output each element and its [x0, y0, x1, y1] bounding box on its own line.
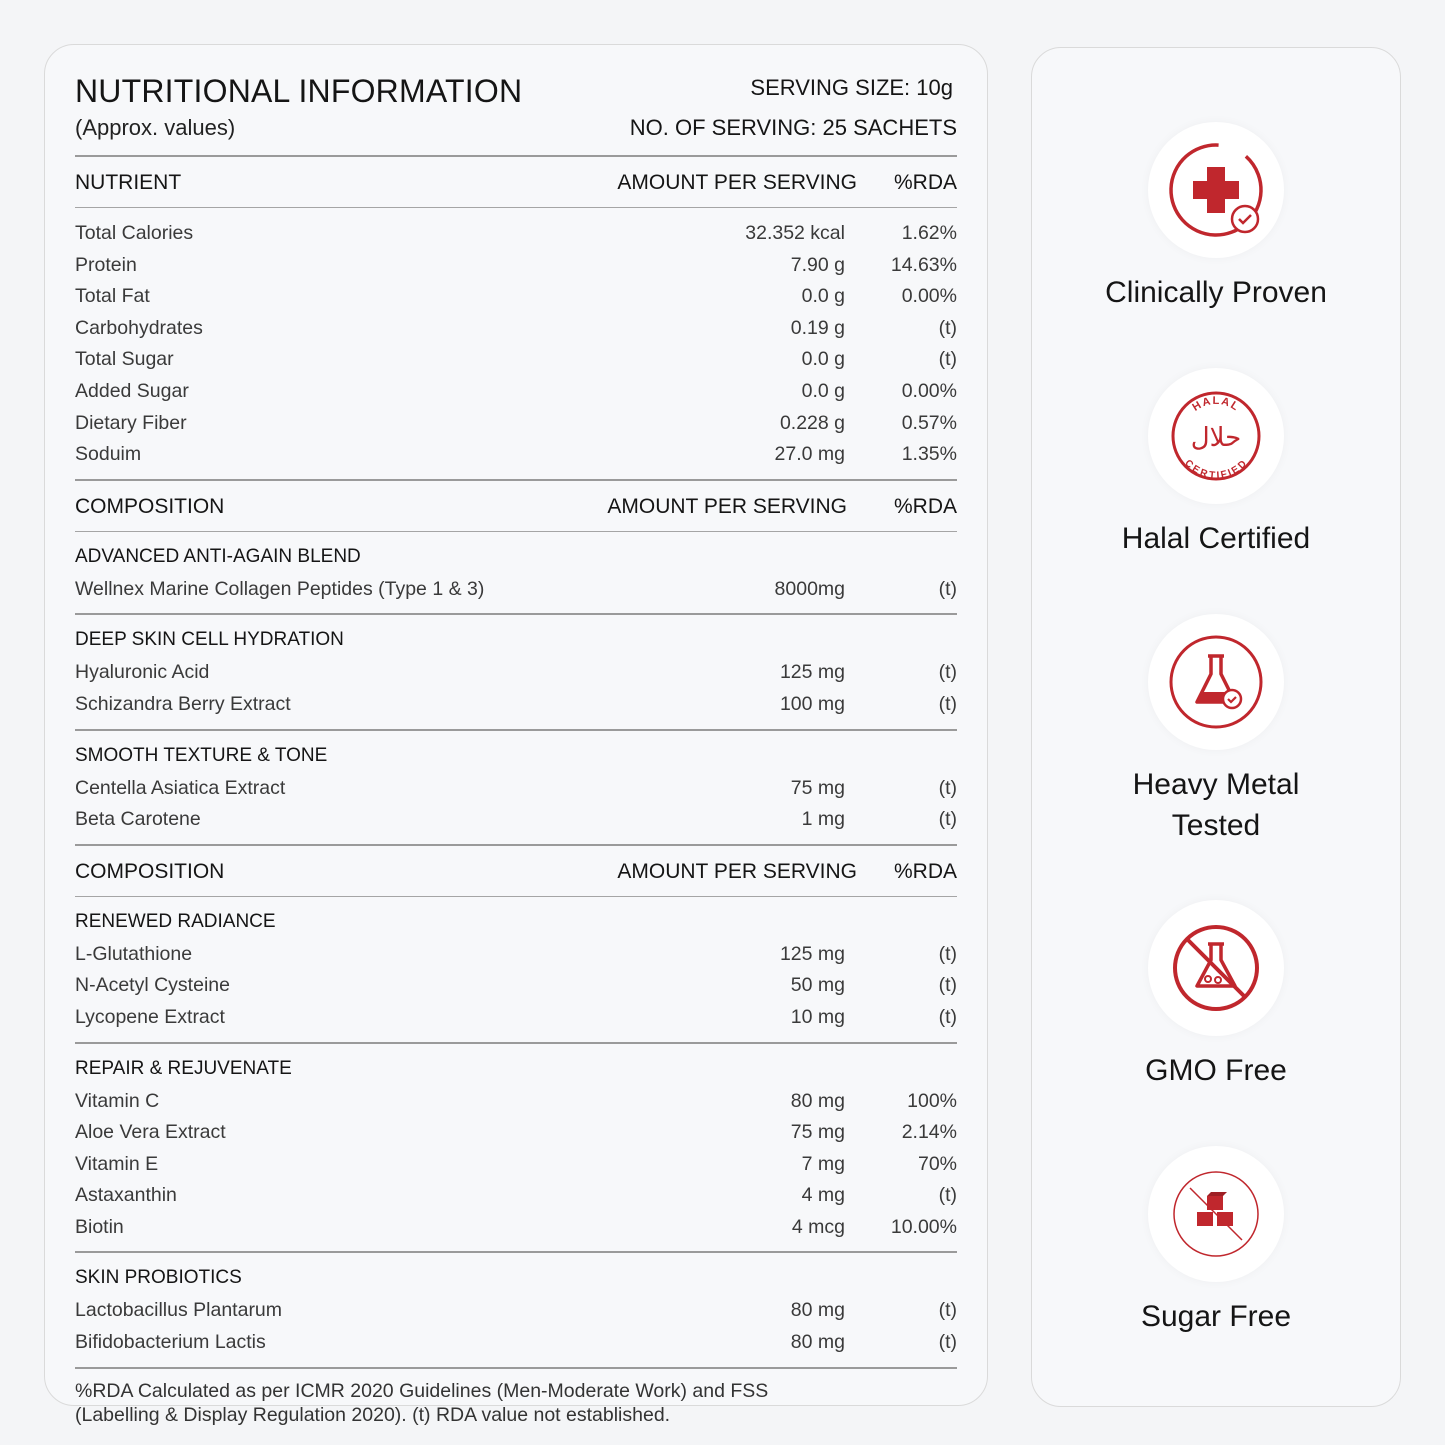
halal-seal-top-text: HALAL — [1190, 394, 1242, 414]
row-amount: 27.0 mg — [774, 443, 845, 466]
group-title: RENEWED RADIANCE — [75, 910, 276, 932]
column-header-rda: %RDA — [893, 494, 957, 518]
row-amount: 125 mg — [779, 661, 845, 684]
badge-label-clinically-proven: Clinically Proven — [1105, 276, 1327, 309]
row-name: Soduim — [75, 443, 142, 466]
row-rda: 100% — [907, 1089, 957, 1112]
nutrition-content — [75, 71, 957, 1427]
halal-arabic-text: حلال — [1190, 423, 1242, 453]
table-row — [75, 574, 957, 606]
badge-label-heavy-metal — [1032, 764, 1400, 846]
row-amount: 32.352 kcal — [745, 222, 845, 244]
row-amount: 125 mg — [779, 942, 845, 965]
row-name: Carbohydrates — [75, 316, 203, 339]
table-row — [75, 281, 957, 313]
row-rda: (t) — [938, 661, 957, 684]
footnote-line: (Labelling & Display Regulation 2020). (t) RDA value not established. — [75, 1403, 671, 1426]
row-name: Schizandra Berry Extract — [75, 692, 291, 715]
row-rda: (t) — [938, 942, 957, 965]
row-rda: (t) — [938, 776, 957, 799]
badge-label-line: Tested — [1171, 809, 1261, 842]
row-amount: 10 mg — [790, 1005, 845, 1028]
composition-header — [75, 481, 957, 531]
table-row — [75, 1149, 957, 1181]
row-rda: (t) — [938, 1331, 957, 1354]
row-name: Aloe Vera Extract — [75, 1121, 226, 1144]
composition-header — [75, 846, 957, 896]
row-name: Bifidobacterium Lactis — [75, 1331, 266, 1354]
row-name: L-Glutathione — [75, 942, 193, 965]
nutrient-table-header — [75, 157, 957, 207]
row-amount: 0.0 g — [801, 348, 845, 371]
column-header-composition: COMPOSITION — [75, 859, 225, 883]
column-header-composition: COMPOSITION — [75, 494, 225, 518]
column-header-rda: %RDA — [893, 859, 957, 883]
row-name: N-Acetyl Cysteine — [75, 974, 230, 997]
row-rda: 1.62% — [901, 222, 957, 244]
table-row — [75, 970, 957, 1002]
table-row — [75, 313, 957, 345]
row-name: Vitamin E — [75, 1152, 159, 1175]
row-rda: (t) — [938, 974, 957, 997]
row-amount: 0.19 g — [790, 316, 845, 339]
table-row — [75, 657, 957, 689]
row-amount: 80 mg — [790, 1331, 845, 1354]
row-amount: 8000mg — [774, 577, 845, 600]
ingredient-group — [75, 1253, 957, 1366]
badge-sugar-free — [1148, 1146, 1284, 1282]
badge-label-gmo-free: GMO Free — [1145, 1054, 1287, 1087]
table-row — [75, 1086, 957, 1118]
table-row — [75, 689, 957, 721]
table-row — [75, 1180, 957, 1212]
table-row — [75, 218, 957, 250]
row-rda: (t) — [938, 1299, 957, 1322]
table-row — [75, 1295, 957, 1327]
composition-groups-2 — [75, 897, 957, 1369]
table-row — [75, 376, 957, 408]
badge-label-line: Heavy Metal — [1132, 768, 1300, 801]
number-of-servings: NO. OF SERVING: 25 SACHETS — [629, 115, 957, 140]
row-amount: 7.90 g — [790, 253, 845, 276]
row-name: Astaxanthin — [75, 1184, 177, 1207]
row-name: Dietary Fiber — [75, 411, 187, 434]
medical-cross-icon — [1166, 140, 1266, 240]
certifications-panel — [1031, 47, 1401, 1407]
badge-halal — [1148, 368, 1284, 504]
table-row — [75, 1327, 957, 1359]
row-name: Wellnex Marine Collagen Peptides (Type 1 & 3) — [75, 577, 485, 600]
column-header-amount: AMOUNT PER SERVING — [617, 171, 857, 194]
column-header-nutrient: NUTRIENT — [75, 171, 182, 194]
table-row — [75, 1212, 957, 1244]
row-rda: 70% — [917, 1152, 957, 1175]
flask-check-icon — [1166, 632, 1266, 732]
row-rda: 10.00% — [890, 1215, 957, 1238]
row-amount: 7 mg — [801, 1152, 845, 1175]
row-amount: 0.0 g — [801, 285, 845, 308]
footnote — [75, 1369, 957, 1427]
ingredient-group — [75, 532, 957, 614]
group-title: REPAIR & REJUVENATE — [75, 1057, 292, 1079]
table-row — [75, 439, 957, 471]
ingredient-group — [75, 897, 957, 1042]
row-amount: 50 mg — [790, 974, 845, 997]
nutrient-rows — [75, 208, 957, 479]
row-name: Lactobacillus Plantarum — [75, 1299, 283, 1322]
badge-label-sugar-free: Sugar Free — [1140, 1300, 1292, 1333]
row-rda: (t) — [938, 1005, 957, 1028]
row-rda: (t) — [938, 808, 957, 831]
table-row — [75, 939, 957, 971]
row-name: Total Sugar — [75, 348, 174, 371]
serving-size: SERVING SIZE: 10g — [750, 75, 953, 100]
row-rda: 2.14% — [901, 1121, 957, 1144]
badge-clinically-proven — [1148, 122, 1284, 258]
row-rda: 0.00% — [901, 379, 957, 402]
row-name: Centella Asiatica Extract — [75, 776, 286, 799]
row-rda: (t) — [938, 348, 957, 371]
table-row — [75, 250, 957, 282]
badge-heavy-metal — [1148, 614, 1284, 750]
row-rda: (t) — [938, 1184, 957, 1207]
row-amount: 0.0 g — [801, 379, 845, 402]
group-title: SKIN PROBIOTICS — [75, 1267, 242, 1289]
halal-seal-bottom-text: CERTIFIED — [1182, 457, 1250, 482]
badge-label-halal: Halal Certified — [1121, 522, 1311, 555]
row-amount: 75 mg — [790, 1121, 845, 1144]
row-rda: (t) — [938, 692, 957, 715]
row-amount: 80 mg — [790, 1089, 845, 1112]
row-rda: (t) — [938, 577, 957, 600]
approx-values-note: (Approx. values) — [75, 115, 236, 140]
no-sugar-cubes-icon — [1166, 1164, 1266, 1264]
footnote-line: %RDA Calculated as per ICMR 2020 Guidelines (Men-Moderate Work) and FSS — [75, 1379, 769, 1402]
column-header-rda: %RDA — [893, 171, 957, 194]
column-header-amount: AMOUNT PER SERVING — [617, 859, 857, 883]
composition-groups-1 — [75, 532, 957, 846]
group-title: SMOOTH TEXTURE & TONE — [75, 744, 328, 766]
group-title: ADVANCED ANTI-AGAIN BLEND — [75, 545, 361, 567]
column-header-amount: AMOUNT PER SERVING — [607, 494, 847, 518]
table-row — [75, 408, 957, 440]
table-row — [75, 1117, 957, 1149]
row-amount: 80 mg — [790, 1299, 845, 1322]
table-row — [75, 344, 957, 376]
row-amount: 4 mg — [801, 1184, 845, 1207]
row-name: Biotin — [75, 1215, 124, 1238]
row-name: Hyaluronic Acid — [75, 661, 210, 684]
row-name: Total Calories — [75, 222, 194, 244]
page-title: NUTRITIONAL INFORMATION — [75, 73, 523, 109]
table-row — [75, 1002, 957, 1034]
group-title: DEEP SKIN CELL HYDRATION — [75, 629, 344, 651]
row-amount: 1 mg — [801, 808, 845, 831]
halal-seal-icon — [1166, 386, 1266, 486]
ingredient-group — [75, 731, 957, 844]
row-name: Added Sugar — [75, 379, 189, 402]
row-rda: (t) — [938, 316, 957, 339]
no-gmo-flask-icon — [1166, 918, 1266, 1018]
badge-gmo-free — [1148, 900, 1284, 1036]
row-rda: 0.57% — [901, 411, 957, 434]
row-rda: 0.00% — [901, 285, 957, 308]
row-name: Protein — [75, 253, 137, 276]
row-amount: 75 mg — [790, 776, 845, 799]
nutrition-header — [75, 71, 957, 155]
row-rda: 14.63% — [890, 253, 957, 276]
row-name: Total Fat — [75, 285, 150, 308]
row-name: Vitamin C — [75, 1089, 160, 1112]
ingredient-group — [75, 1044, 957, 1252]
row-amount: 100 mg — [779, 692, 845, 715]
row-name: Beta Carotene — [75, 808, 201, 831]
table-row — [75, 773, 957, 805]
row-amount: 4 mcg — [791, 1215, 845, 1238]
row-name: Lycopene Extract — [75, 1005, 225, 1028]
table-row — [75, 804, 957, 836]
ingredient-group — [75, 615, 957, 728]
row-rda: 1.35% — [901, 443, 957, 466]
row-amount: 0.228 g — [779, 411, 845, 434]
nutrition-panel — [44, 44, 988, 1426]
